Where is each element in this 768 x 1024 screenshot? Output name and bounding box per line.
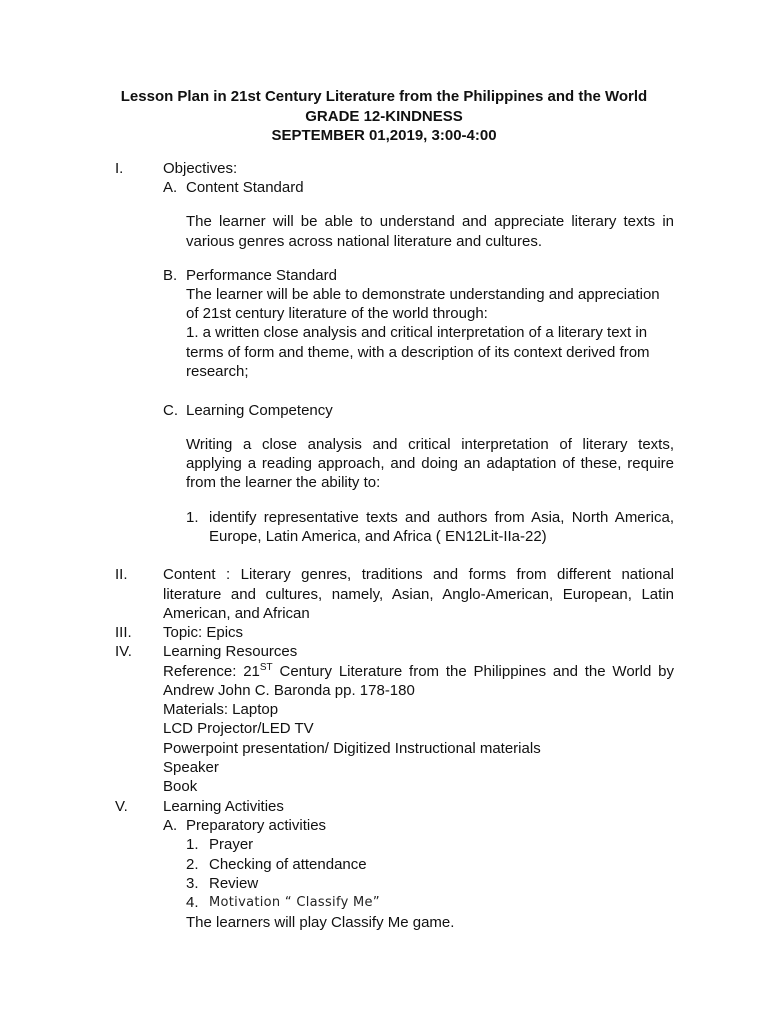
materials-line: Materials: Laptop bbox=[163, 701, 279, 718]
objectives-heading: Objectives: bbox=[163, 160, 238, 177]
learning-competency-text-1: Writing a close analysis and critical interpretation of literary texts, bbox=[186, 436, 674, 453]
material-item: Speaker bbox=[163, 759, 219, 776]
list-item-number: 4. bbox=[186, 894, 199, 911]
section-num-objectives: I. bbox=[115, 160, 124, 177]
preparatory-letter: A. bbox=[163, 817, 178, 834]
list-item-review: Review bbox=[209, 875, 259, 892]
learning-competency-text-2: applying a reading approach, and doing an adaptation of these, require bbox=[186, 455, 674, 472]
content-text-1: Content : Literary genres, traditions and forms from different national bbox=[163, 566, 674, 583]
content-standard-letter: A. bbox=[163, 179, 178, 196]
reference-prefix: Reference: 21 bbox=[163, 663, 260, 680]
list-item-number: 2. bbox=[186, 856, 199, 873]
competency-item-number: 1. bbox=[186, 509, 199, 526]
section-num-topic: III. bbox=[115, 624, 132, 641]
competency-item-text-2: Europe, Latin America, and Africa ( EN12Lit-IIa-22) bbox=[209, 528, 547, 545]
performance-standard-text-3: 1. a written close analysis and critical interpretation of a literary text in bbox=[186, 324, 648, 341]
performance-standard-heading: Performance Standard bbox=[186, 267, 337, 284]
reference-line-1 bbox=[163, 662, 674, 682]
content-standard-text-1: The learner will be able to understand and appreciate literary texts in bbox=[186, 213, 674, 230]
activities-heading: Learning Activities bbox=[163, 798, 284, 815]
reference-suffix: Century Literature from the Philippines and the World by bbox=[272, 663, 674, 680]
learning-competency-text-3: from the learner the ability to: bbox=[186, 474, 381, 491]
material-item: LCD Projector/LED TV bbox=[163, 720, 314, 737]
preparatory-heading: Preparatory activities bbox=[186, 817, 327, 834]
list-item-attendance: Checking of attendance bbox=[209, 856, 367, 873]
performance-standard-text-4: terms of form and theme, with a description of its context derived from bbox=[186, 344, 650, 361]
section-num-resources: IV. bbox=[115, 643, 132, 660]
list-item-prayer: Prayer bbox=[209, 836, 254, 853]
competency-item-text-1: identify representative texts and authors from Asia, North America, bbox=[209, 509, 674, 526]
list-item-number: 3. bbox=[186, 875, 199, 892]
content-standard-text-2: various genres across national literature and cultures. bbox=[186, 233, 543, 250]
lesson-plan-title: Lesson Plan in 21st Century Literature from the Philippines and the World bbox=[120, 88, 648, 105]
content-text-2: literature and cultures, namely, Asian, Anglo-American, European, Latin bbox=[163, 586, 674, 603]
list-item-motivation: Motivation “ Classify Me” bbox=[209, 895, 380, 910]
topic-text: Topic: Epics bbox=[163, 624, 244, 641]
content-standard-heading: Content Standard bbox=[186, 179, 304, 196]
section-num-activities: V. bbox=[115, 798, 128, 815]
performance-standard-letter: B. bbox=[163, 267, 178, 284]
reference-superscript: ST bbox=[259, 662, 273, 673]
material-item: Powerpoint presentation/ Digitized Instructional materials bbox=[163, 740, 541, 757]
performance-standard-text-1: The learner will be able to demonstrate understanding and appreciation bbox=[186, 286, 660, 303]
resources-heading: Learning Resources bbox=[163, 643, 298, 660]
performance-standard-text-5: research; bbox=[186, 363, 249, 380]
content-text-3: American, and African bbox=[163, 605, 310, 622]
lesson-date: SEPTEMBER 01,2019, 3:00-4:00 bbox=[271, 127, 497, 144]
performance-standard-text-2: of 21st century literature of the world through: bbox=[186, 305, 488, 322]
section-num-content: II. bbox=[115, 566, 128, 583]
learning-competency-letter: C. bbox=[163, 402, 178, 419]
material-item: Book bbox=[163, 778, 198, 795]
list-item-number: 1. bbox=[186, 836, 199, 853]
reference-line-2: Andrew John C. Baronda pp. 178-180 bbox=[163, 682, 415, 699]
learning-competency-heading: Learning Competency bbox=[186, 402, 333, 419]
game-description: The learners will play Classify Me game. bbox=[186, 914, 455, 931]
grade-section: GRADE 12-KINDNESS bbox=[305, 108, 463, 125]
